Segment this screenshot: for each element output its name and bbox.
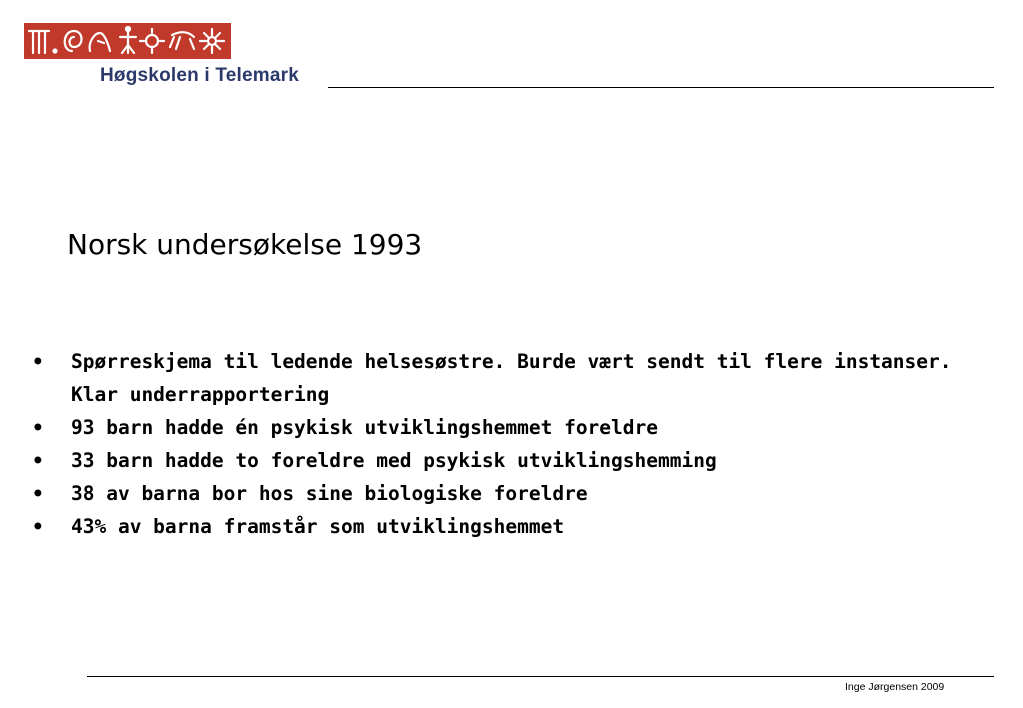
bullet-icon: • xyxy=(32,416,44,439)
list-item xyxy=(32,510,992,543)
institution-logo-band xyxy=(24,23,231,59)
list-item xyxy=(32,345,992,411)
bullet-text: 33 barn hadde to foreldre med psykisk utviklingshemming xyxy=(71,449,717,472)
bullet-list xyxy=(32,345,992,543)
list-item xyxy=(32,477,992,510)
footer-divider xyxy=(87,676,994,677)
list-item xyxy=(32,444,992,477)
bullet-text: 43% av barna framstår som utviklingshemmet xyxy=(71,515,565,538)
bullet-icon: • xyxy=(32,449,44,472)
bullet-icon: • xyxy=(32,350,44,373)
list-item xyxy=(32,411,992,444)
header-divider xyxy=(328,87,994,88)
rock-carving-logo-icon xyxy=(24,23,231,59)
bullet-icon: • xyxy=(32,515,44,538)
slide-title: Norsk undersøkelse 1993 xyxy=(67,227,423,261)
organization-name: Høgskolen i Telemark xyxy=(100,65,299,86)
bullet-text: 38 av barna bor hos sine biologiske foreldre xyxy=(71,482,588,505)
bullet-text: Spørreskjema til ledende helsesøstre. Burde vært sendt til flere instanser. Klar underrapportering xyxy=(71,350,952,406)
bullet-text: 93 barn hadde én psykisk utviklingshemmet foreldre xyxy=(71,416,658,439)
footer-author: Inge Jørgensen 2009 xyxy=(845,681,945,693)
bullet-icon: • xyxy=(32,482,44,505)
